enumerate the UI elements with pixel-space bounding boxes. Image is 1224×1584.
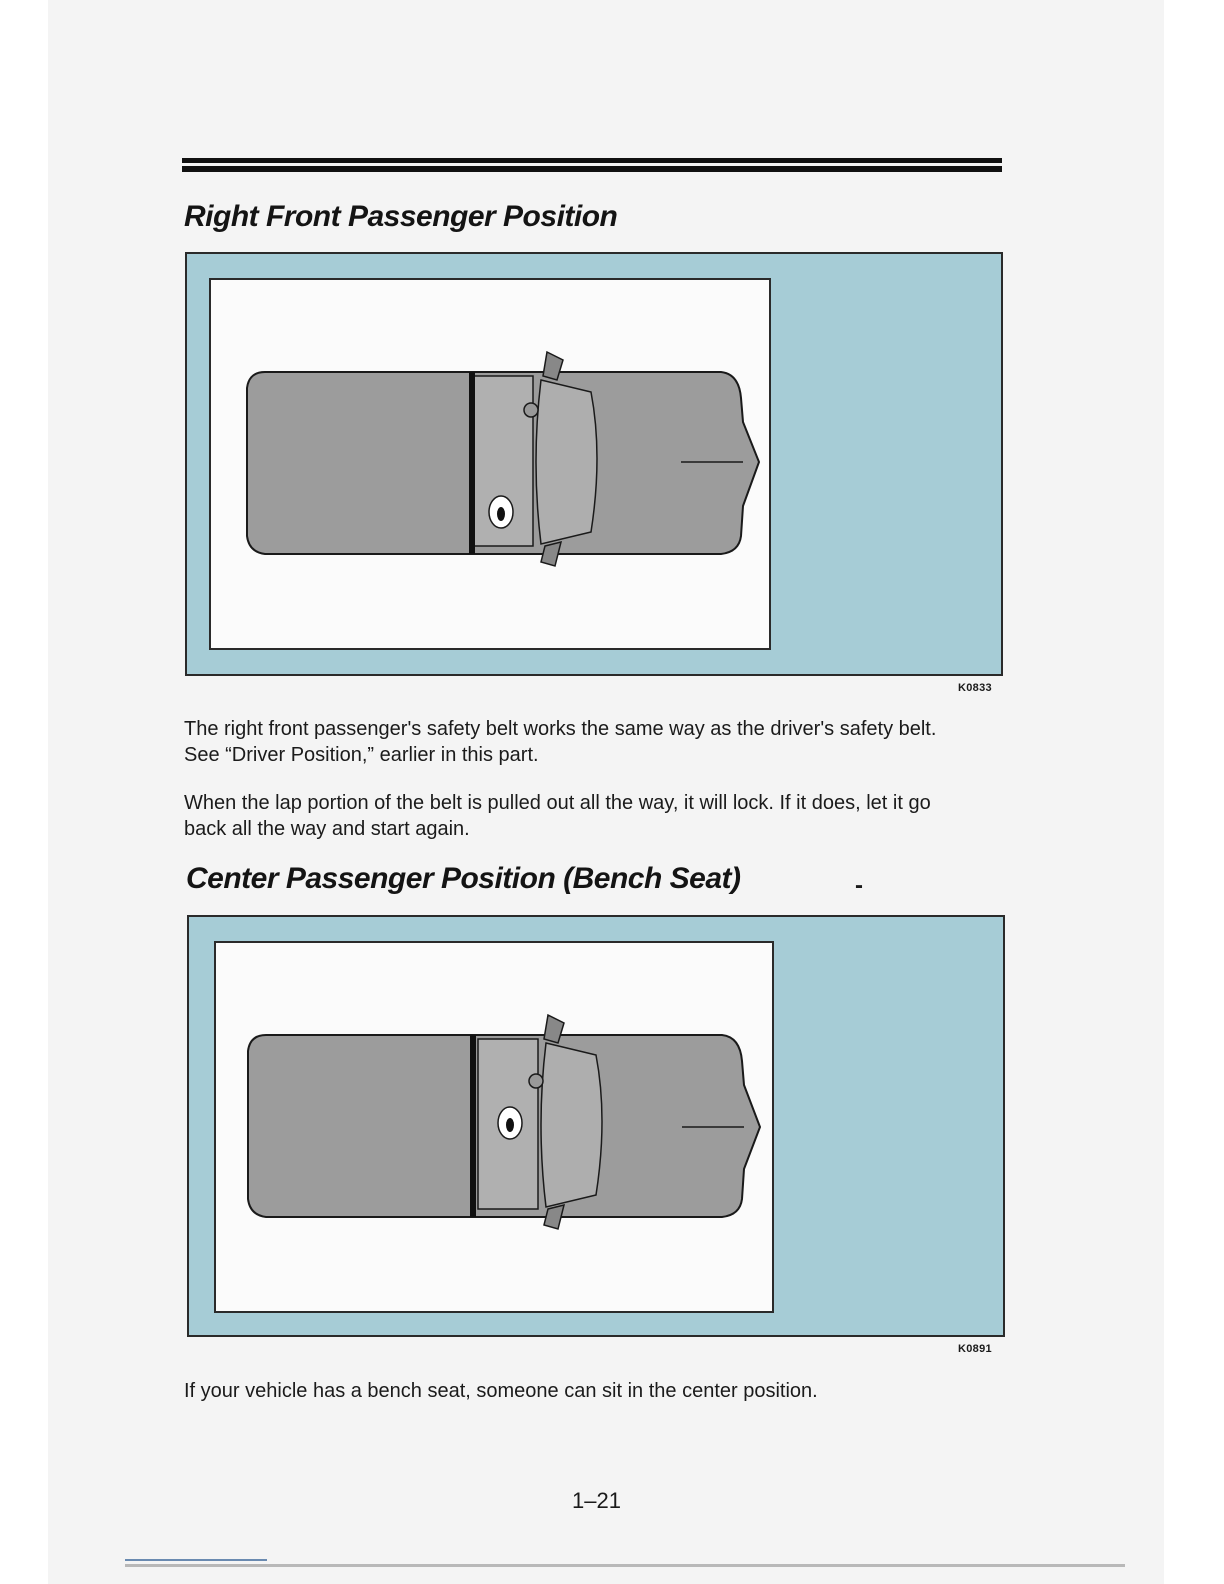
figure-code: K0891 — [958, 1343, 992, 1355]
top-rule — [182, 158, 1002, 172]
figure-code: K0833 — [958, 682, 992, 694]
figure-panel — [214, 941, 774, 1313]
paragraph: If your vehicle has a bench seat, someone can sit in the center position. — [184, 1380, 818, 1402]
figure-right-front-passenger — [185, 252, 1003, 676]
figure-panel — [209, 278, 771, 650]
footer-rule — [125, 1564, 1125, 1567]
paragraph: The right front passenger's safety belt works the same way as the driver's safety belt. See “Driver Position,” earlier in this part. — [184, 718, 937, 766]
heading-center-passenger: Center Passenger Position (Bench Seat) — [186, 862, 741, 895]
heading-right-front-passenger: Right Front Passenger Position — [184, 200, 618, 233]
vehicle-top-view-illustration — [216, 943, 772, 1311]
figure-center-passenger — [187, 915, 1005, 1337]
stray-mark: - — [855, 872, 863, 899]
vehicle-top-view-illustration — [211, 280, 769, 648]
paragraph: When the lap portion of the belt is pulled out all the way, it will lock. If it does, let it go back all the way and start again. — [184, 792, 931, 840]
page-number: 1–21 — [572, 1488, 621, 1513]
footer-rule-short — [125, 1559, 267, 1561]
